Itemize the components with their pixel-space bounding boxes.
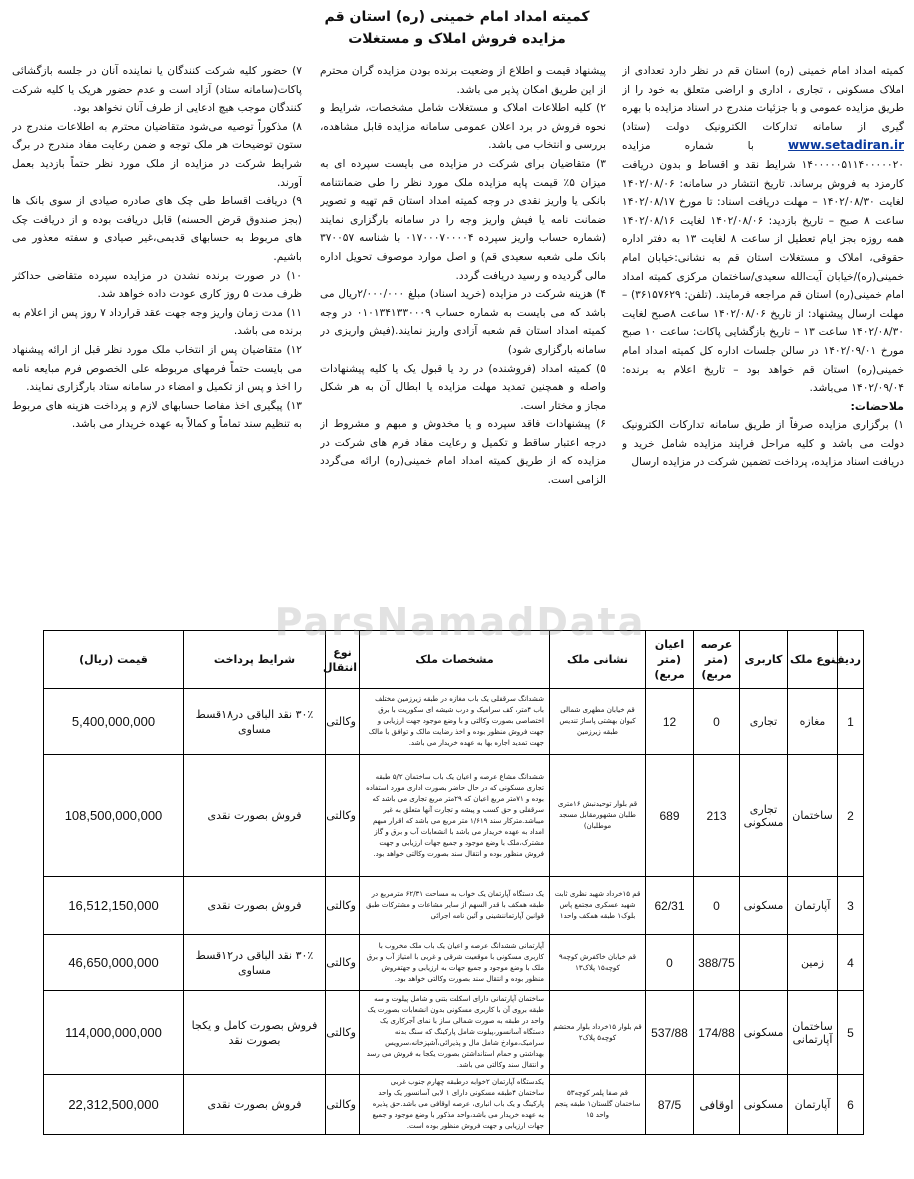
usage: مسکونی bbox=[740, 1075, 788, 1135]
address: قم بلوار ۱۵خرداد بلوار محتشم کوچه۵ پلاک۲ bbox=[550, 991, 646, 1075]
properties-table-wrapper bbox=[44, 630, 864, 1135]
price: 46,650,000,000 bbox=[44, 935, 184, 991]
land-area: 213 bbox=[694, 755, 740, 877]
specifications: ساختمان آپارتمانی دارای اسکلت بتنی و شامل پیلوت و سه طبقه بروی آن با کاربری مسکونی بدون انشعابات بصورت یک واحد در طبقه به صورت شمالی ساز با نمای آجرکاری یک دستگاه آسانسور،پیلوت شامل پارکینگ که سنگ بدنه سرامیک،موادخ شامل مال و پذیرائی،آشپزخانه،سرویس بهداشتی و حمام استانداشتن بصورت یکجا به فروش می رسد و انتقال سند وکالتی می باشد. bbox=[360, 991, 550, 1075]
note-4: ۴) هزینه شرکت در مزایده (خرید اسناد) مبلغ ۲/۰۰۰/۰۰۰ریال می باشد که می بایست به شماره حساب ۰۱۰۱۳۴۱۳۳۰۰۰۹ در وجه کمیته امداد استان قم شعبه آزادی واریز نمایند.(فیش واریزی در سامانه بارگزاری شود) bbox=[320, 288, 606, 356]
note-12: ۱۲) متقاضیان پس از انتخاب ملک مورد نظر قبل از ارائه پیشنهاد می بایست حتماً فرمهای مربوطه علی الخصوص فرم مبایعه نامه را اخذ و پس از تکمیل و امضاء در سامانه ستاد بارگزاری نمایند. bbox=[12, 343, 302, 394]
note-9: ۹) دریافت اقساط طی چک های صادره صیادی از سوی بانک ها (بجز صندوق قرض الحسنه) قابل دریافت بوده و از دریافت چک های مربوط به حسابهای قدیمی،غیر صیادی و سفته معذور می باشیم. bbox=[12, 195, 302, 263]
note-1: ۱) برگزاری مزایده صرفاً از طریق سامانه تدارکات الکترونیک دولت می باشد و کلیه مراحل فرایند مزایده شامل خرید و دریافت اسناد مزایده، پرداخت تضمین شرکت در مزایده ارسال bbox=[622, 419, 904, 469]
transfer-type: وکالتی bbox=[326, 935, 360, 991]
row-number: 2 bbox=[838, 755, 864, 877]
payment-terms: ۳۰٪ نقد الباقی در۱۲قسط مساوی bbox=[184, 935, 326, 991]
specifications: ششدانگ سرقفلی یک باب مغازه در طبقه زیرزمین مختلف باب ۴متر، کف سرامیک و درب شیشه ای سکوریت با برق اختصاصی بصورت وکالتی و با وضع موجود جهت ارزیابی و جهت فروش منظور بوده و اخذ رضایت مالک و توافق با مالک جهت تمدید اجاره بها به عهده خریدار می باشد. bbox=[360, 689, 550, 755]
header-price: قیمت (ریال) bbox=[44, 631, 184, 689]
note-10: ۱۰) در صورت برنده نشدن در مزایده سپرده متقاضی حداکثر ظرف مدت ۵ روز کاری عودت داده خواهد شد. bbox=[12, 269, 302, 301]
intro-paragraph-end: با شماره مزایده ۱۴۰۰۰۰۰۵۱۱۴۰۰۰۰۰۲۰ شرایط نقد و اقساط و بدون دریافت کارمزد به فروش برساند. تاریخ انتشار در سامانه: ۱۴۰۲/۰۸/۰۶ لغایت ۱۴۰۲/۰۸/۳۰ – مهلت دریافت اسناد: تا مورخ ۱۴۰۲/۰۸/۱۷ ساعت ۸ صبح – تاریخ بازدید: ۱۴۰۲/۰۸/۰۶ لغایت ۱۴۰۲/۰۸/۱۶ همه روزه بجز ایام تعطیل از ساعت ۸ لغایت ۱۳ به دفتر اداره حقوقی، املاک و مستغلات استان قم به نشانی:خیابان امام خمینی(ره)/خیابان آیت‌الله سعیدی/ساختمان مرکزی کمیته امداد امام خمینی(ره) استان قم مراجعه فرمایند. (تلفن: ۳۶۱۵۷۶۲۹) – مهلت ارسال پیشنهاد: از تاریخ ۱۴۰۲/۰۸/۰۶ ساعت ۸صبح لغایت ۱۴۰۲/۰۸/۳۰ ساعت ۱۳ – تاریخ بازگشایی پاکات: ساعت ۱۰ صبح مورخ ۱۴۰۲/۰۹/۰۱ در سالن جلسات اداره کل کمیته امداد امام خمینی(ره) استان قم خواهد بود – تاریخ اعلام به برنده: ۱۴۰۲/۰۹/۰۴ می‌باشد. bbox=[622, 140, 904, 395]
header-specifications: مشخصات ملک bbox=[360, 631, 550, 689]
land-area: 0 bbox=[694, 877, 740, 935]
watermark: ParsNamadData bbox=[274, 600, 646, 644]
header-building-area: اعیان (متر مربع) bbox=[646, 631, 694, 689]
note-5: ۵) کمیته امداد (فروشنده) در رد یا قبول یک یا کلیه پیشنهادات واصله و همچنین تمدید مهلت مزایده یا ابطال آن به هر شکل مجاز و مختار است. bbox=[320, 362, 606, 412]
table-row bbox=[44, 1075, 864, 1135]
usage: مسکونی bbox=[740, 877, 788, 935]
address: قم خیابان خاکفرش کوچه۹ کوچه۱۵ پلاک۱۳ bbox=[550, 935, 646, 991]
note-7: ۷) حضور کلیه شرکت کنندگان یا نماینده آنان در جلسه بازگشائی پاکات(سامانه ستاد) آزاد است و عدم حضور هریک یا کلیه شرکت کنندگان موجب هیچ ادعایی از طرف آنان نخواهد بود. bbox=[12, 65, 302, 115]
properties-table bbox=[43, 630, 864, 1135]
header-payment-terms: شرایط پرداخت bbox=[184, 631, 326, 689]
header-address: نشانی ملک bbox=[550, 631, 646, 689]
row-number: 6 bbox=[838, 1075, 864, 1135]
notice-column-1 bbox=[622, 62, 904, 472]
usage: مسکونی bbox=[740, 991, 788, 1075]
table-row bbox=[44, 877, 864, 935]
table-row bbox=[44, 935, 864, 991]
payment-terms: فروش بصورت نقدی bbox=[184, 1075, 326, 1135]
intro-paragraph-start: کمیته امداد امام خمینی (ره) استان قم در نظر دارد تعدادی از املاک مسکونی ، تجاری ، اداری و اراضی متعلق به خود را از طریق مزایده عمومی و با جزئیات مندرج در اسناد مزایده با بهره گیری از سامانه تدارکات الکترونیک دولت (ستاد) bbox=[622, 65, 904, 133]
transfer-type: وکالتی bbox=[326, 991, 360, 1075]
payment-terms: ۳۰٪ نقد الباقی در۱۸قسط مساوی bbox=[184, 689, 326, 755]
usage: تجاری bbox=[740, 689, 788, 755]
property-type: زمین bbox=[788, 935, 838, 991]
note-13: ۱۳) پیگیری اخذ مفاصا حسابهای لازم و پرداخت هزینه های مربوط به تنظیم سند تماماً و کمالاً به عهده خریدار می باشد. bbox=[12, 399, 302, 431]
property-type: مغازه bbox=[788, 689, 838, 755]
land-area: اوقافی bbox=[694, 1075, 740, 1135]
note-1-continued: پیشنهاد قیمت و اطلاع از وضعیت برنده بودن مزایده گران محترم از این طریق امکان پذیر می باشد. bbox=[320, 65, 606, 96]
page-subtitle: مزایده فروش املاک و مستغلات bbox=[348, 31, 566, 47]
address: قم ۱۵خرداد شهید نظری ثابت شهید عسکری مجتمع پاس بلوک۱ طبقه همکف واحد۱ bbox=[550, 877, 646, 935]
building-area: 62/31 bbox=[646, 877, 694, 935]
price: 5,400,000,000 bbox=[44, 689, 184, 755]
note-8: ۸) مذکوراً توصیه می‌شود متقاضیان محترم به اطلاعات مندرج در ستون توضیحات هر ملک توجه و ضمن رعایت مفاد مندرج در برگ شرایط شرکت در مزایده از ملک مورد نظر حتماً بازدید بعمل آورند. bbox=[12, 120, 302, 189]
payment-terms: فروش بصورت نقدی bbox=[184, 755, 326, 877]
page-header bbox=[0, 6, 914, 50]
row-number: 1 bbox=[838, 689, 864, 755]
building-area: 0 bbox=[646, 935, 694, 991]
building-area: 12 bbox=[646, 689, 694, 755]
address: قم صفا پلمر کوچه۵۳ ساختمان گلستان۱ طبقه پنجم واحد ۱۵ bbox=[550, 1075, 646, 1135]
property-type: آپارتمان bbox=[788, 877, 838, 935]
table-row bbox=[44, 991, 864, 1075]
building-area: 537/88 bbox=[646, 991, 694, 1075]
transfer-type: وکالتی bbox=[326, 689, 360, 755]
transfer-type: وکالتی bbox=[326, 1075, 360, 1135]
row-number: 4 bbox=[838, 935, 864, 991]
price: 22,312,500,000 bbox=[44, 1075, 184, 1135]
page-title: کمیته امداد امام خمینی (ره) استان قم bbox=[324, 9, 590, 25]
notice-column-3 bbox=[12, 62, 302, 434]
usage bbox=[740, 935, 788, 991]
table-row bbox=[44, 755, 864, 877]
table-row bbox=[44, 689, 864, 755]
specifications: یکدستگاه آپارتمان ۲خوابه درطبقه چهارم جنوب غربی ساختمان ۴طبقه مسکونی دارای ۱ لابی آسانسور یک واحد پارکینگ و یک باب انباری، عرصه اوقافی می باشد.حق پذیره به عهده خریدار می باشد،واحد مذکور با وضع موجود و جمیع جهات ارزیابی و جهت فروش منظور بوده است. bbox=[360, 1075, 550, 1135]
header-transfer-type: نوع انتقال bbox=[326, 631, 360, 689]
land-area: 174/88 bbox=[694, 991, 740, 1075]
specifications: ششدانگ مشاع عرصه و اعیان یک باب ساختمان ۵/۲ طبقه تجاری مسکونی که در حال حاضر بصورت اداری مورد استفاده بوده و ۷۱متر مربع اعیان که ۲۹متر مربع تجاری می باشد که سرقفلی و حق کسب و پیشه و تجارت آنها متعلق به غیر میباشد.مترکار سند ۱/۶۱۹ متر مربع می باشد که اقرار مبهم امداد به عهده خریدار می باشد با انشعابات آب و برق و گاز مشترک،ملک با وضع موجود و جمیع جهات ارزیابی و جهت فروش منظور بوده و انتقال سند بصورت وکالتی خواهد بود. bbox=[360, 755, 550, 877]
notice-column-2 bbox=[320, 62, 606, 490]
note-3: ۳) متقاضیان برای شرکت در مزایده می بایست سپرده ای به میزان ۵٪ قیمت پایه مزایده ملک مورد نظر را طی ضمانتنامه بانکی یا واریز نقدی در وجه کمیته امداد استان قم تهیه و تصویر ضمانت نامه یا فیش واریز وجه را در سامانه بارگزاری نمایند (شماره حساب واریز سپرده ۰۱۷۰۰۰۷۰۰۰۰۴ با شناسه ۳۷۰۰۵۷ بانک ملی شعبه سعیدی قم) و اصل موارد موصوف تحویل اداره مالی گردیده و رسید دریافت گردد. bbox=[320, 157, 606, 282]
payment-terms: فروش بصورت نقدی bbox=[184, 877, 326, 935]
usage: تجاری مسکونی bbox=[740, 755, 788, 877]
notice-body bbox=[6, 62, 908, 622]
building-area: 87/5 bbox=[646, 1075, 694, 1135]
payment-terms: فروش بصورت کامل و یکجا بصورت نقد bbox=[184, 991, 326, 1075]
row-number: 3 bbox=[838, 877, 864, 935]
specifications: یک دستگاه آپارتمان یک خواب به مساحت ۶۲/۳۱ مترمربع در طبقه همکف با قدر السهم از سایر مشاعات و مشترکات طبق قوانین آپارتماننشینی و آئین نامه اجرائی bbox=[360, 877, 550, 935]
address: قم خیابان مطهری شمالی کیوان بهشتی پاساژ تندیس طبقه زیرزمین bbox=[550, 689, 646, 755]
table-header-row bbox=[44, 631, 864, 689]
transfer-type: وکالتی bbox=[326, 877, 360, 935]
land-area: 388/75 bbox=[694, 935, 740, 991]
note-11: ۱۱) مدت زمان واریز وجه جهت عقد قرارداد ۷ روز پس از اعلام به برنده می باشد. bbox=[12, 306, 302, 338]
header-usage: کاربری bbox=[740, 631, 788, 689]
note-2: ۲) کلیه اطلاعات املاک و مستغلات شامل مشخصات، شرایط و نحوه فروش در برد اعلان عمومی سامانه مزایده قابل مشاهده، بررسی و انتخاب می باشد. bbox=[320, 102, 606, 152]
row-number: 5 bbox=[838, 991, 864, 1075]
setad-link[interactable]: www.setadiran.ir bbox=[787, 138, 904, 153]
notes-heading: ملاحضات: bbox=[850, 399, 904, 413]
header-property-type: نوع ملک bbox=[788, 631, 838, 689]
property-type: ساختمان bbox=[788, 755, 838, 877]
address: قم بلوار توحیدنبش ۱۶متری طلبان مشهورمقابل مسجد موطلبان) bbox=[550, 755, 646, 877]
transfer-type: وکالتی bbox=[326, 755, 360, 877]
price: 114,000,000,000 bbox=[44, 991, 184, 1075]
header-land-area: عرصه (متر مربع) bbox=[694, 631, 740, 689]
price: 108,500,000,000 bbox=[44, 755, 184, 877]
specifications: آپارتمانی ششدانگ عرصه و اعیان یک باب ملک مخروب با کاربری مسکونی با موقعیت شرقی و غربی با امتیاز آب و برق ملک با وضع موجود و جمیع جهات به ارزیابی و جهتفروش منظور بوده و انتقال سند بصورت وکالتی خواهد بود. bbox=[360, 935, 550, 991]
property-type: آپارتمان bbox=[788, 1075, 838, 1135]
land-area: 0 bbox=[694, 689, 740, 755]
header-row-number: ردیف bbox=[838, 631, 864, 689]
building-area: 689 bbox=[646, 755, 694, 877]
note-6: ۶) پیشنهادات فاقد سپرده و یا مخدوش و مبهم و مشروط از درجه اعتبار ساقط و تکمیل و رعایت مفاد فرم های شرکت در مزایده که از طریق کمیته امداد امام خمینی(ره) ارائه می‌گردد الزامی است. bbox=[320, 418, 606, 487]
property-type: ساختمان آپارتمانی bbox=[788, 991, 838, 1075]
price: 16,512,150,000 bbox=[44, 877, 184, 935]
